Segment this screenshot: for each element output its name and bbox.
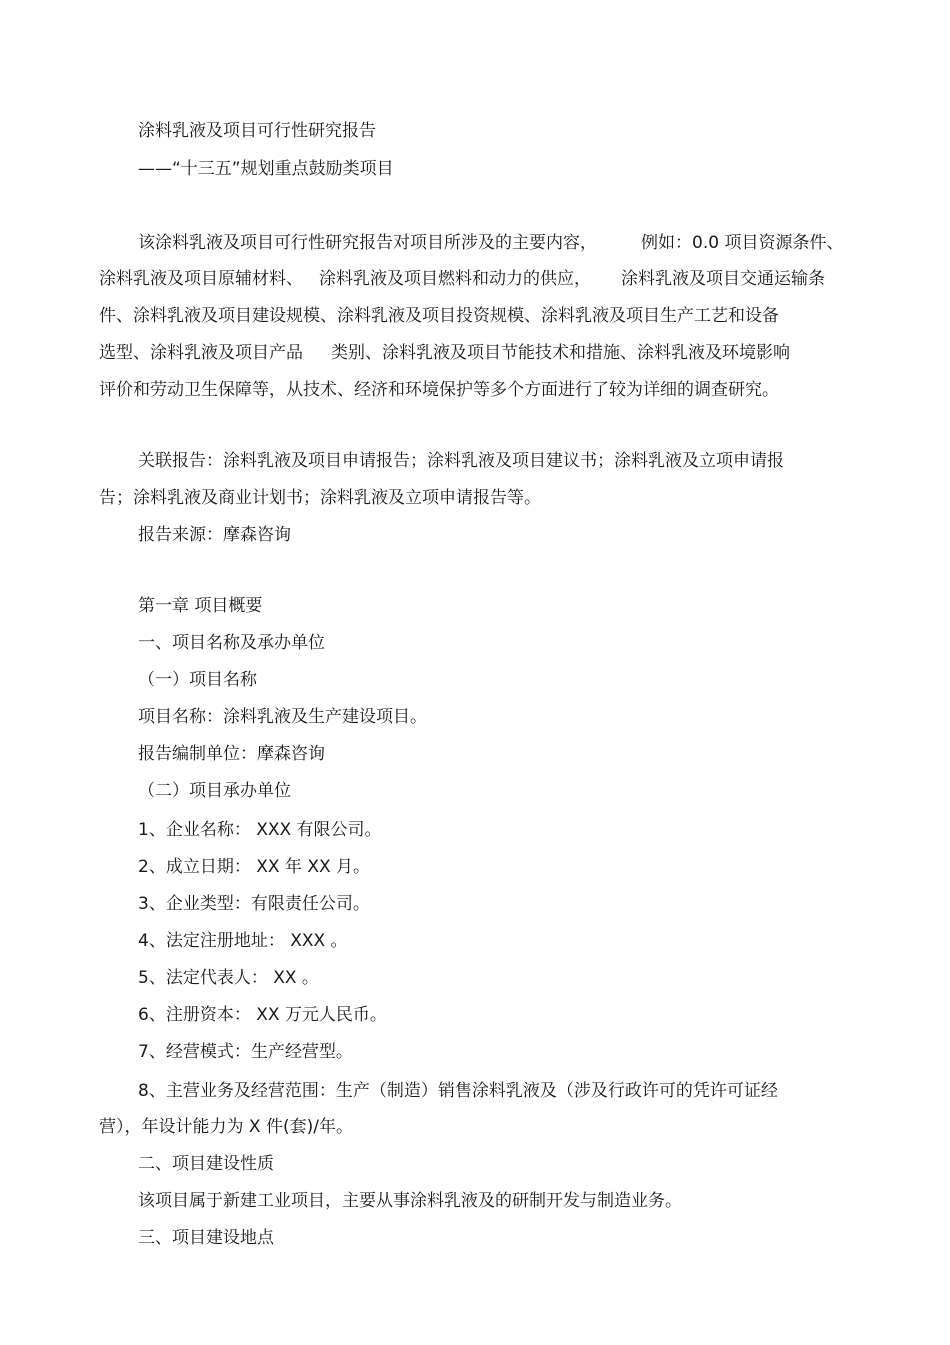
chapter-heading: 第一章 项目概要 — [138, 596, 263, 616]
list-item: 4、法定注册地址： XXX 。 — [138, 931, 348, 951]
related-reports-line-2: 告；涂料乳液及商业计划书；涂料乳液及立项申请报告等。 — [99, 488, 541, 508]
section-heading: 一、项目名称及承办单位 — [138, 633, 325, 653]
report-source: 报告来源：摩森咨询 — [138, 525, 291, 545]
section-heading: 二、项目建设性质 — [138, 1154, 274, 1174]
list-item: 3、企业类型：有限责任公司。 — [138, 894, 370, 914]
intro-line-4 — [99, 342, 790, 364]
report-title: 涂料乳液及项目可行性研究报告 — [138, 121, 376, 141]
section-heading: 三、项目建设地点 — [138, 1228, 274, 1248]
list-item: 2、成立日期： XX 年 XX 月。 — [138, 857, 371, 877]
report-subtitle: ——“十三五”规划重点鼓励类项目 — [138, 159, 394, 179]
list-item: 5、法定代表人： XX 。 — [138, 968, 319, 988]
list-item: 1、企业名称： XXX 有限公司。 — [138, 820, 382, 840]
intro-line-5: 评价和劳动卫生保障等，从技术、经济和环境保护等多个方面进行了较为详细的调查研究。 — [99, 380, 779, 400]
intro-text: 例如：0.0 项目资源条件、 — [641, 233, 844, 253]
intro-text: 选型、涂料乳液及项目产品 — [99, 343, 303, 363]
intro-text: 类别、涂料乳液及项目节能技术和措施、涂料乳液及环境影响 — [331, 343, 790, 363]
list-item-continuation: 营），年设计能力为 X 件(套)/年。 — [99, 1117, 353, 1137]
intro-text: 涂料乳液及项目交通运输条 — [621, 269, 825, 289]
intro-line-3: 件、涂料乳液及项目建设规模、涂料乳液及项目投资规模、涂料乳液及项目生产工艺和设备 — [99, 306, 779, 326]
intro-text: 涂料乳液及项目原辅材料、 — [99, 269, 303, 289]
project-name: 项目名称：涂料乳液及生产建设项目。 — [138, 707, 427, 727]
intro-line-1 — [138, 232, 843, 254]
compiler-unit: 报告编制单位：摩森咨询 — [138, 744, 325, 764]
related-reports-line-1: 关联报告：涂料乳液及项目申请报告；涂料乳液及项目建议书；涂料乳液及立项申请报 — [138, 451, 784, 471]
list-item: 7、经营模式：生产经营型。 — [138, 1042, 353, 1062]
list-item: 6、注册资本： XX 万元人民币。 — [138, 1005, 387, 1025]
subsection-heading: （一）项目名称 — [138, 670, 257, 690]
section-body: 该项目属于新建工业项目，主要从事涂料乳液及的研制开发与制造业务。 — [138, 1191, 682, 1211]
subsection-heading: （二）项目承办单位 — [138, 781, 291, 801]
intro-text: 该涂料乳液及项目可行性研究报告对项目所涉及的主要内容， — [138, 233, 597, 253]
list-item: 8、主营业务及经营范围：生产（制造）销售涂料乳液及（涉及行政许可的凭许可证经 — [138, 1081, 778, 1101]
intro-text: 涂料乳液及项目燃料和动力的供应， — [319, 269, 591, 289]
intro-line-2 — [99, 268, 825, 290]
